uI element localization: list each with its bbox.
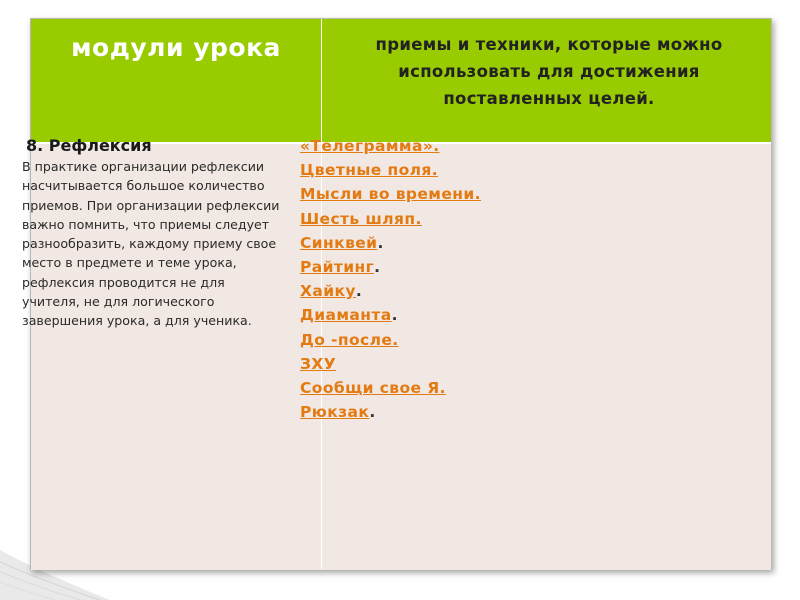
list-item <box>300 134 720 158</box>
technique-link[interactable]: Диаманта <box>300 306 392 325</box>
technique-link[interactable]: Цветные поля. <box>300 161 439 180</box>
technique-link[interactable]: Рюкзак <box>300 403 370 422</box>
list-item: Рюкзак. <box>300 403 376 422</box>
list-item: Диаманта. <box>300 306 398 325</box>
technique-link[interactable]: Мысли во времени. <box>300 185 481 204</box>
technique-link[interactable]: Шесть шляп. <box>300 209 422 228</box>
list-item <box>300 207 720 231</box>
technique-link[interactable]: ЗХУ <box>300 354 337 373</box>
list-item <box>300 376 720 400</box>
section-title: 8. Рефлексия <box>26 136 152 155</box>
technique-link[interactable]: До -после. <box>300 330 399 349</box>
list-item <box>300 182 720 206</box>
header-lesson-modules: модули урока <box>71 33 281 62</box>
technique-link[interactable]: Синквей <box>300 233 378 252</box>
header-techniques: приемы и техники, которые можно использовать для достижения поставленных целей. <box>375 35 723 108</box>
techniques-list <box>300 134 720 424</box>
list-item <box>300 328 720 352</box>
technique-link[interactable]: Хайку <box>300 282 356 301</box>
section-description: В практике организации рефлексии насчитывается большое количество приемов. При организации рефлексии важно помнить, что приемы следует разнообразить, каждому приему свое место в предмете и теме урока, рефлексия проводится не для учителя, не для логического завершения урока, а для ученика. <box>22 159 280 329</box>
list-item: Райтинг. <box>300 258 381 277</box>
technique-link[interactable]: Сообщи свое Я. <box>300 379 446 398</box>
list-item: Синквей. <box>300 233 384 252</box>
technique-link[interactable]: «Телеграмма». <box>300 137 440 155</box>
list-item <box>300 352 720 376</box>
reflection-cell <box>22 136 284 331</box>
list-item: Хайку. <box>300 282 363 301</box>
technique-link[interactable]: Райтинг <box>300 258 375 277</box>
list-item <box>300 158 720 182</box>
